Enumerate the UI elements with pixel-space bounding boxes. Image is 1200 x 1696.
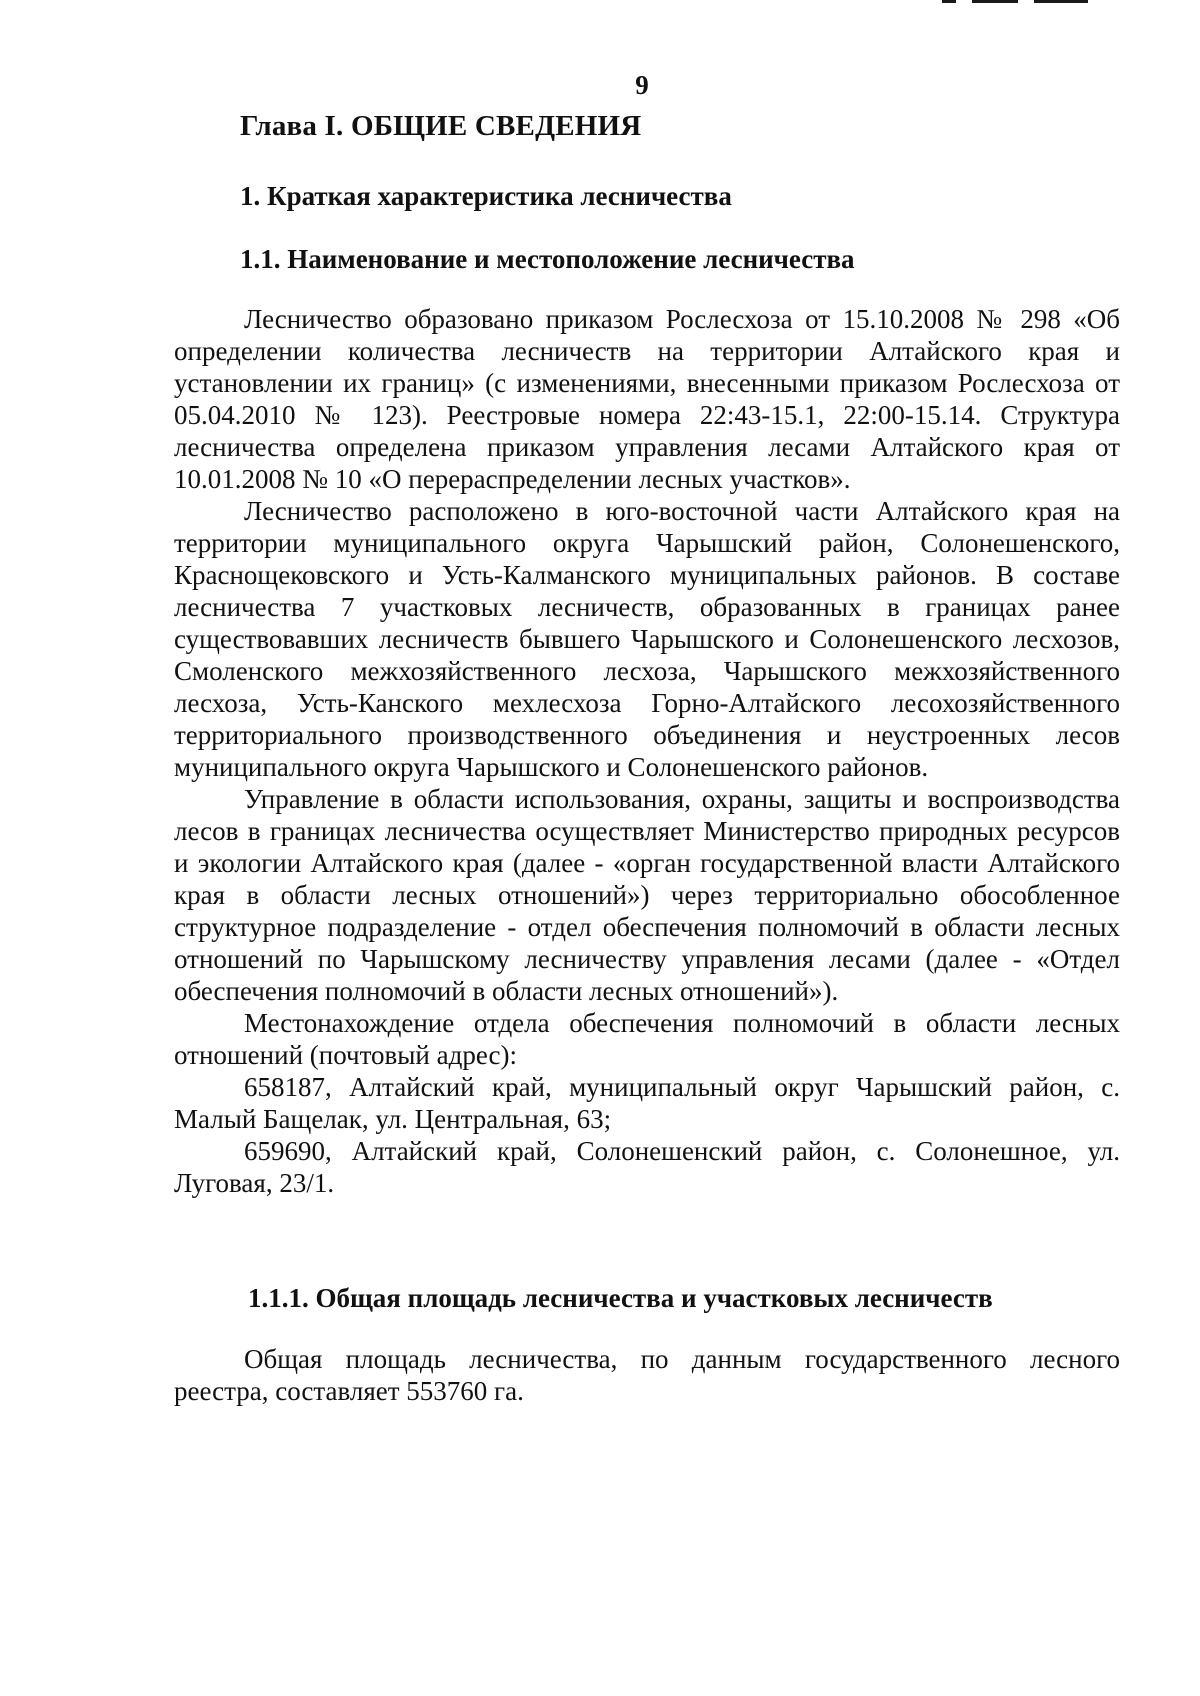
scan-artifact — [972, 0, 1018, 3]
page-number: 9 — [635, 70, 649, 100]
paragraph-total-area: Общая площадь лесничества, по данным государственного лесного реестра, составляет 553760 га. — [174, 1344, 1120, 1406]
body-text — [174, 303, 1120, 1199]
scan-artifact — [942, 0, 956, 3]
paragraph-management: Управление в области использования, охраны, защиты и воспроизводства лесов в границах лесничества осуществляет Министерство природных ресурсов и экологии Алтайского края (далее - «орган государственной власти Алтайского края в области лесных отношений») через территориально обособленное структурное подразделение - отдел обеспечения полномочий в области лесных отношений по Чарышскому лесничеству управления лесами (далее - «Отдел обеспечения полномочий в области лесных отношений»). — [174, 784, 1120, 1006]
subsection-title: 1.1. Наименование и местоположение лесничества — [240, 244, 855, 274]
area-text — [174, 1343, 1120, 1407]
paragraph-establishment: Лесничество образовано приказом Рослесхоза от 15.10.2008 № 298 «Об определении количества лесничеств на территории Алтайского края и установлении их границ» (с изменениями, внесенными приказом Рослесхоза от 05.04.2010 № 123). Реестровые номера 22:43-15.1, 22:00-15.14. Структура лесничества определена приказом управления лесами Алтайского края от 10.01.2008 № 10 «О перераспределении лесных участков». — [174, 304, 1120, 494]
paragraph-location: Лесничество расположено в юго-восточной части Алтайского края на территории муниципального округа Чарышский район, Солонешенского, Краснощековского и Усть-Калманского муниципальных районов. В составе лесничества 7 участковых лесничеств, образованных в границах ранее существовавших лесничеств бывшего Чарышского и Солонешенского лесхозов, Смоленского межхозяйственного лесхоза, Чарышского межхозяйственного лесхоза, Усть-Канского мехлесхоза Горно-Алтайского лесохозяйственного территориального производственного объединения и неустроенных лесов муниципального округа Чарышского и Солонешенского районов. — [174, 496, 1120, 782]
section-title: 1. Краткая характеристика лесничества — [240, 181, 732, 211]
paragraph-address-1: 658187, Алтайский край, муниципальный округ Чарышский район, с. Малый Бащелак, ул. Центральная, 63; — [174, 1072, 1120, 1134]
paragraph-address-2: 659690, Алтайский край, Солонешенский район, с. Солонешное, ул. Луговая, 23/1. — [174, 1136, 1120, 1198]
subsub-section-title: 1.1.1. Общая площадь лесничества и участковых лесничеств — [248, 1283, 993, 1313]
chapter-title: Глава I. ОБЩИЕ СВЕДЕНИЯ — [240, 110, 642, 142]
paragraph-address-intro: Местонахождение отдела обеспечения полномочий в области лесных отношений (почтовый адрес): — [174, 1008, 1120, 1070]
scan-artifact — [1034, 0, 1088, 3]
